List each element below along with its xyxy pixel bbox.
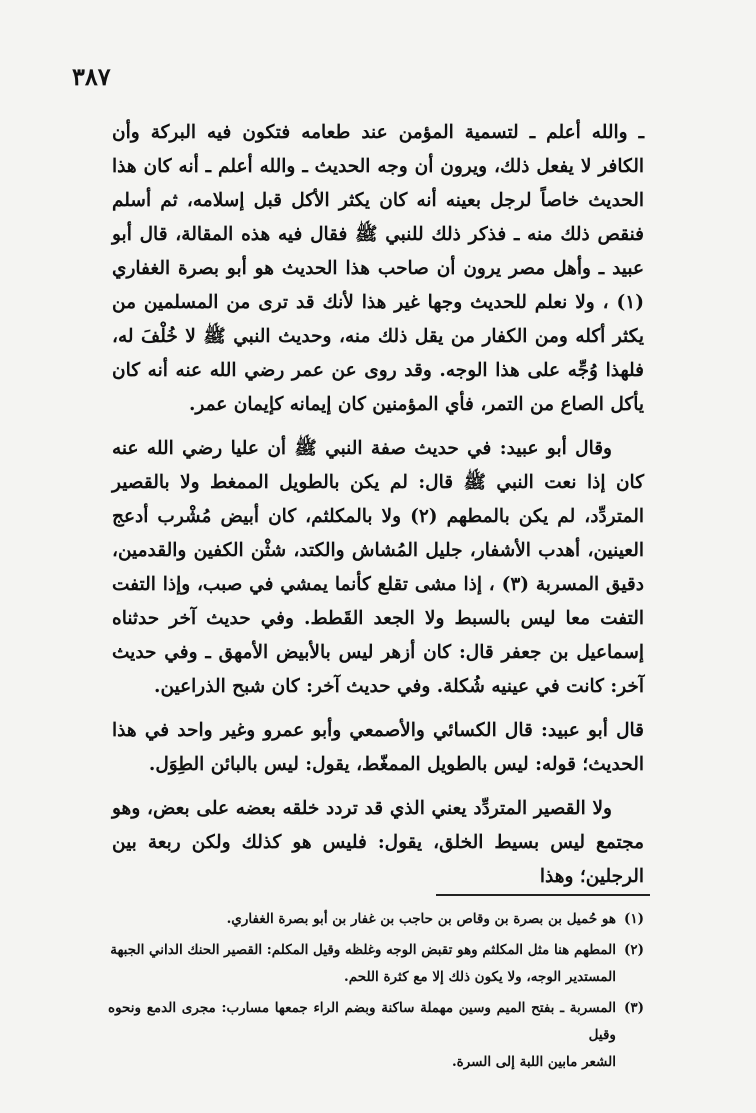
footnote-line: الشعر مابين اللبة إلى السرة. — [451, 1054, 616, 1070]
footnotes — [108, 906, 644, 1080]
footnote-number: (٢) — [623, 942, 644, 958]
paragraph-1: ـ والله أعلم ـ لتسمية المؤمن عند طعامه فتكون فيه البركة وأن الكافر لا يفعل ذلك، ويرون أن وجه الحديث ـ والله أعلم ـ أنه كان هذا الحديث خاصاً لرجل بعينه أنه كان يكثر الأكل قبل إسلامه، ثم أسلم فنقص ذلك منه ـ فذكر ذلك للنبي ﷺ فقال فيه هذه المقالة، قال أبو عبيد ـ وأهل مصر يرون أن صاحب هذا الحديث هو أبو بصرة الغفاري (١) ، ولا نعلم للحديث وجها غير هذا لأنك قد ترى من المسلمين من يكثر أكله ومن الكفار من يقل ذلك منه، وحديث النبي ﷺ لا خُلْفَ له، فلهذا وُجِّه على هذا الوجه. وقد روى عن عمر رضي الله عنه أنه كان يأكل الصاع من التمر، فأي المؤمنين كان إيمانه كإيمان عمر. — [112, 122, 645, 415]
footnote-line: المطهم هنا مثل المكلثم وهو تقبض الوجه وغلظه وقيل المكلم: القصير الحنك الداني الجبهة — [110, 942, 616, 958]
footnote-text — [108, 995, 616, 1076]
footnote-1 — [108, 906, 644, 933]
page-number: ٣٨٧ — [72, 62, 111, 91]
footnote-line: المسربة ـ بفتح الميم وسين مهملة ساكنة وبضم الراء جمعها مسارب: مجرى الدمع ونحوه وقيل — [108, 1000, 616, 1043]
footnote-2 — [108, 937, 644, 991]
footnote-line: هو حُميل بن بصرة بن وقاص بن حاجب بن غفار بن أبو بصرة الغفاري. — [226, 911, 616, 927]
footnote-number: (٣) — [623, 1000, 644, 1016]
paragraph-4: ولا القصير المتردِّد يعني الذي قد تردد خلقه بعضه على بعض، وهو مجتمع ليس بسيط الخلق، يقول: فليس هو كذلك ولكن ربعة بين الرجلين؛ وهذا — [112, 798, 644, 887]
footnote-text — [108, 906, 616, 933]
paragraph-3: قال أبو عبيد: قال الكسائي والأصمعي وأبو عمرو وغير واحد في هذا الحديث؛ قوله: ليس بالطويل الممغّط، يقول: ليس بالبائن الطِوَل. — [112, 720, 644, 775]
footnote-line: المستدير الوجه، ولا يكون ذلك إلا مع كثرة اللحم. — [344, 969, 616, 985]
main-text — [112, 116, 644, 894]
footnote-3 — [108, 995, 644, 1076]
footnote-text — [108, 937, 616, 991]
footnote-divider — [436, 894, 650, 896]
paragraph-2: وقال أبو عبيد: في حديث صفة النبي ﷺ أن عليا رضي الله عنه كان إذا نعت النبي ﷺ قال: لم يكن بالطويل الممغط ولا بالقصير المتردِّد، لم يكن بالمطهم (٢) ولا بالمكلثم، كان أبيض مُشْرب أدعج العينين، أهدب الأشفار، جليل المُشاش والكتد، شثْن الكفين والقدمين، دقيق المسربة (٣) ، إذا مشى تقلع كأنما يمشي في صبب، وإذا التفت التفت معا ليس بالسبط ولا الجعد القَطط. وفي حديث آخر حدثناه إسماعيل بن جعفر قال: كان أزهر ليس بالأبيض الأمهق ـ وفي حديث آخر: كانت في عينيه شُكلة. وفي حديث آخر: كان شبح الذراعين. — [112, 438, 644, 697]
footnote-number: (١) — [623, 911, 644, 927]
